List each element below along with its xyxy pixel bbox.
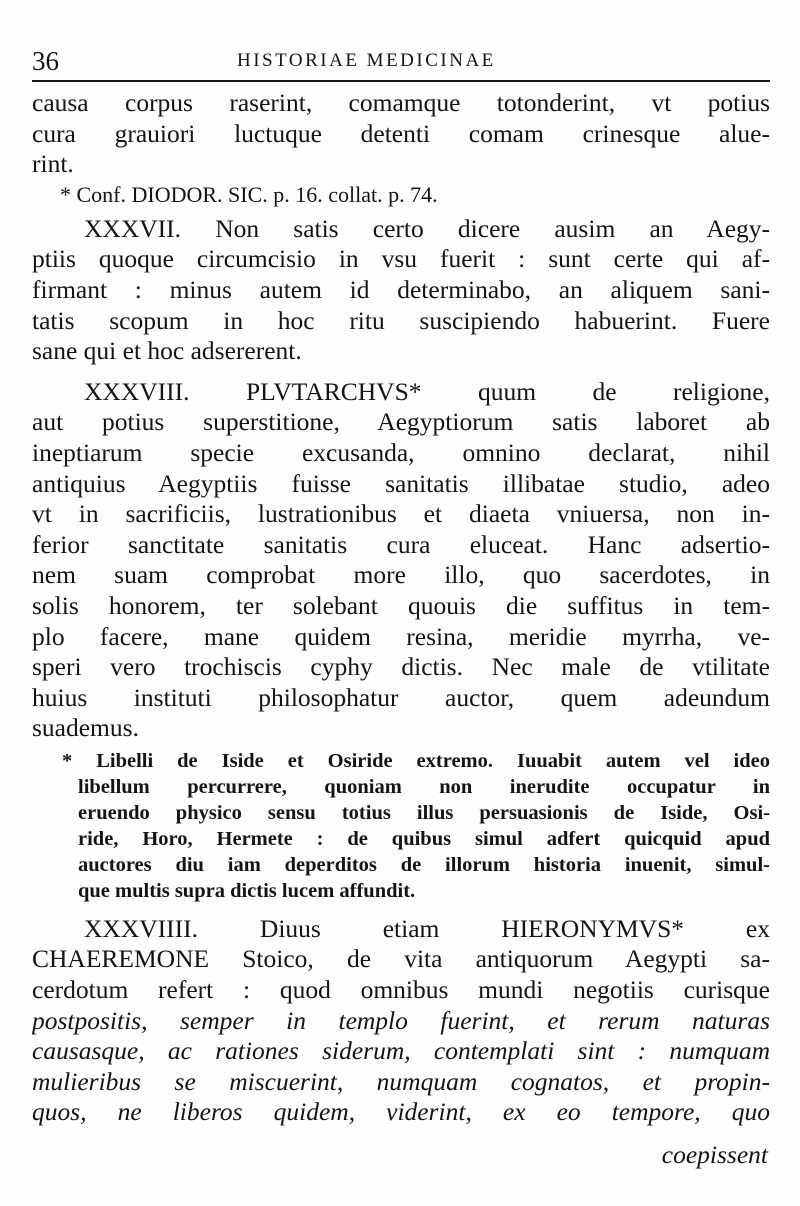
text-line: ferior sanctitate sanitatis cura eluceat. Hanc adsertio- — [32, 529, 770, 559]
text-line: ineptiarum specie excusanda, omnino declarat, nihil — [32, 437, 770, 467]
page-number: 36 — [32, 46, 59, 76]
text-line: solis honorem, ter solebant quouis die suffitus in tem- — [32, 590, 770, 620]
text-line: rint. — [32, 149, 74, 179]
text-line: huius instituti philosophatur auctor, quem adeundum — [32, 682, 770, 712]
text-line: sane qui et hoc adsererent. — [32, 336, 302, 366]
text-line: causa corpus raserint, comamque totonderint, vt potius — [32, 88, 770, 117]
footnote-line: auctores diu iam deperditos de illorum historia inuenit, simul- — [78, 853, 770, 876]
text-line: ptiis quoque circumcisio in vsu fuerit : sunt certe qui af- — [32, 244, 770, 274]
text-line: speri vero trochiscis cyphy dictis. Nec male de vtilitate — [32, 652, 770, 682]
text-line: tatis scopum in hoc ritu suscipiendo habuerint. Fuere — [32, 305, 770, 335]
text-line: suademus. — [32, 713, 139, 743]
footnote-line: que multis supra dictis lucem affundit. — [78, 879, 416, 902]
text-line: cura grauiori luctuque detenti comam crinesque alue- — [32, 118, 770, 148]
header-rule — [32, 80, 770, 82]
section-heading-xxxviii: XXXVIII. PLVTARCHVS* quum de religione, — [84, 376, 770, 406]
running-head: HISTORIAE MEDICINAE — [237, 50, 496, 71]
text-line: plo facere, mane quidem resina, meridie myrrha, ve- — [32, 621, 770, 651]
footnote-reference: * Conf. DIODOR. SIC. p. 16. collat. p. 74. — [60, 181, 438, 207]
section-heading-xxxvii: XXXVII. Non satis certo dicere ausim an Aegy- — [84, 213, 770, 243]
text-line: causasque, ac rationes siderum, contemplati sint : numquam — [32, 1036, 770, 1066]
footnote-line: libellum percurrere, quoniam non inerudite occupatur in — [78, 775, 770, 798]
text-line: quos, ne liberos quidem, viderint, ex eo tempore, quo — [32, 1097, 770, 1127]
footnote-line: ride, Horo, Hermete : de quibus simul adfert quicquid apud — [78, 827, 770, 850]
text-line: aut potius superstitione, Aegyptiorum satis laboret ab — [32, 407, 770, 437]
text-line: cerdotum refert : quod omnibus mundi negotiis curisque — [32, 975, 770, 1005]
text-line: CHAEREMONE Stoico, de vita antiquorum Aegypti sa- — [32, 944, 770, 974]
body-text — [32, 88, 770, 1128]
text-line: mulieribus se miscuerint, numquam cognatos, et propin- — [32, 1066, 770, 1096]
catchword: coepissent — [661, 1140, 768, 1169]
page-header — [32, 44, 772, 80]
text-line: nem suam comprobat more illo, quo sacerdotes, in — [32, 560, 770, 590]
text-line: vt in sacrificiis, lustrationibus et diaeta vniuersa, non in- — [32, 499, 770, 529]
text-line: firmant : minus autem id determinabo, an aliquem sani- — [32, 274, 770, 304]
text-line: antiquius Aegyptiis fuisse sanitatis illibatae studio, adeo — [32, 468, 770, 498]
footnote-line: * Libelli de Iside et Osiride extremo. Iuuabit autem vel ideo — [62, 749, 770, 772]
section-heading-xxxviiii: XXXVIIII. Diuus etiam HIERONYMVS* ex — [84, 913, 770, 943]
text-line: postpositis, semper in templo fuerint, et rerum naturas — [32, 1005, 770, 1035]
footnote-line: eruendo physico sensu totius illus persuasionis de Iside, Osi- — [78, 801, 770, 824]
